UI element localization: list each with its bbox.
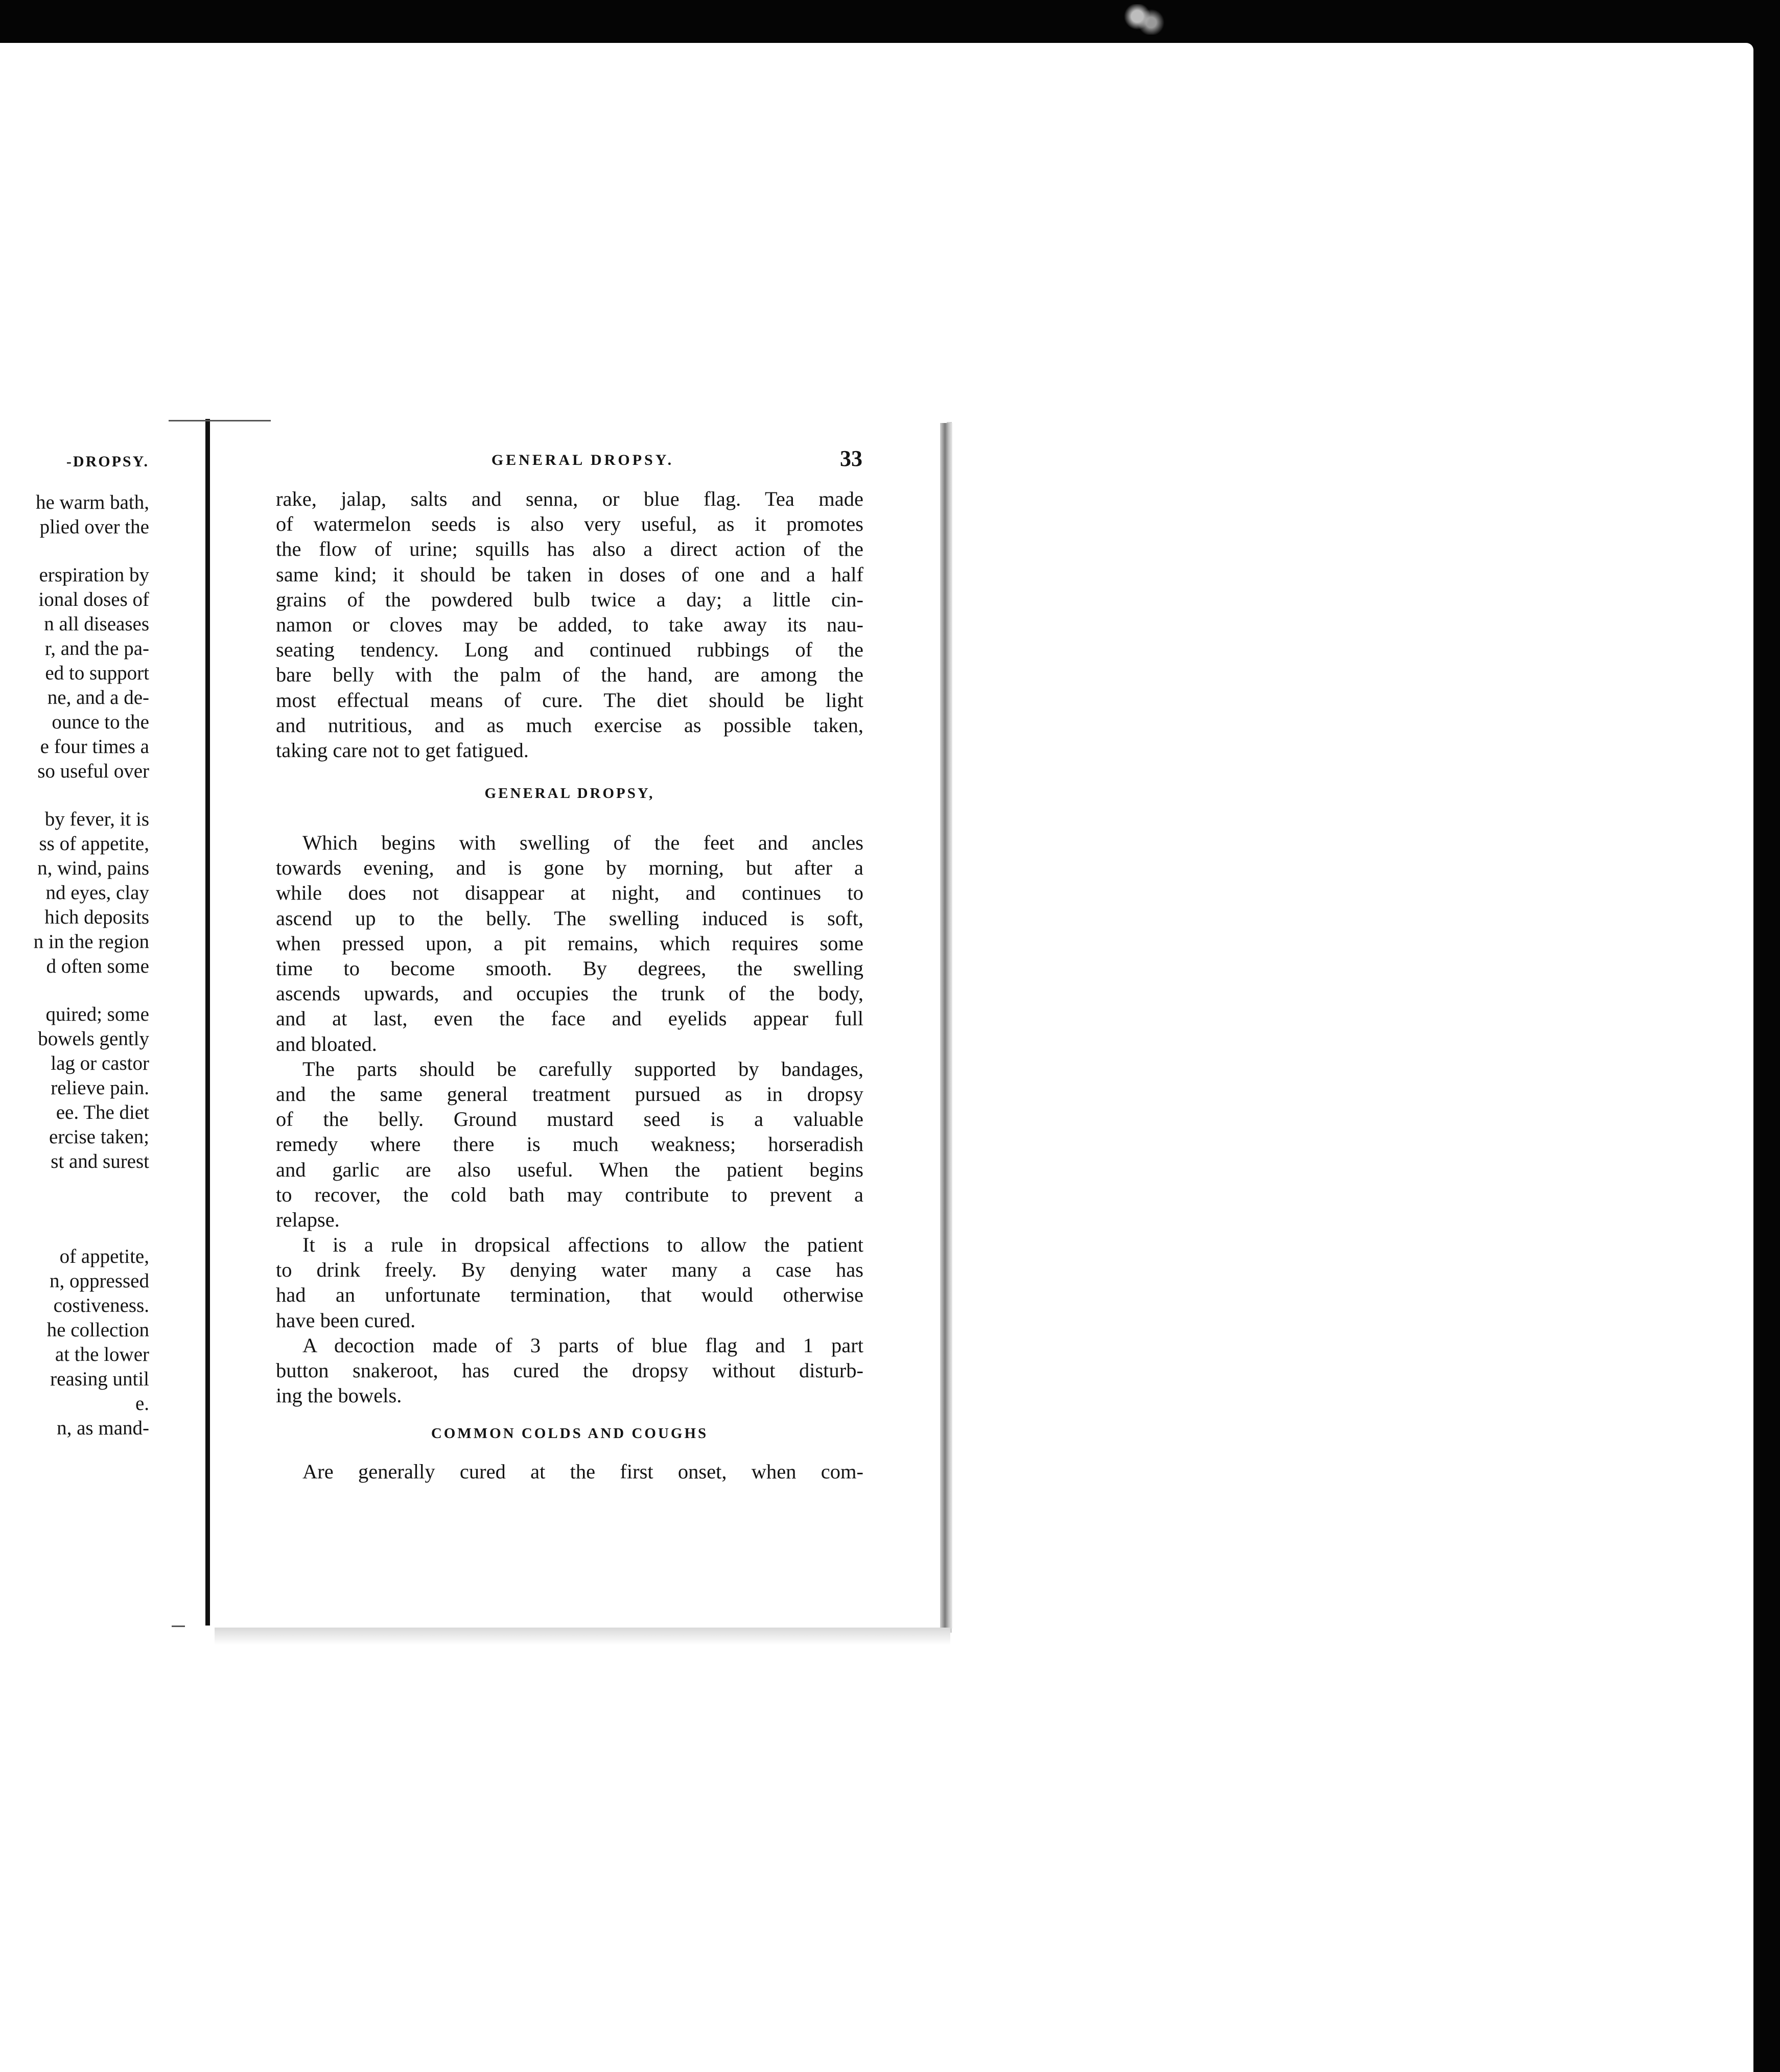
left-text-line (0, 539, 149, 563)
left-text-line: by fever, it is (44, 808, 149, 830)
text-line: of watermelon seeds is also very useful, as it promotes (276, 512, 863, 536)
page-body (276, 486, 863, 1485)
text-line: ascend up to the belly. The swelling induced is soft, (276, 906, 863, 930)
left-text-line: costiveness. (53, 1294, 149, 1316)
left-text-line: e four times a (40, 736, 149, 758)
right-page (214, 422, 952, 1633)
left-text-line (0, 784, 149, 807)
left-running-head: -DROPSY. (66, 453, 149, 470)
left-text-line: d often some (46, 955, 149, 977)
left-text-line: nd eyes, clay (45, 882, 149, 904)
text-line: It is a rule in dropsical affections to allow the patient (302, 1233, 863, 1257)
text-line: remedy where there is much weakness; horseradish (276, 1133, 863, 1156)
text-line: towards evening, and is gone by morning, but after a (276, 856, 863, 880)
text-line: rake, jalap, salts and senna, or blue flag. Tea made (276, 487, 863, 510)
text-line: to recover, the cold bath may contribute to prevent a (276, 1183, 863, 1206)
left-page-text (0, 490, 149, 1441)
text-line: and at last, even the face and eyelids appear full (276, 1007, 863, 1030)
left-text-line (0, 1221, 149, 1244)
left-text-line: plied over the (39, 516, 149, 538)
text-line: have been cured. (276, 1308, 416, 1332)
text-line: ing the bowels. (276, 1384, 402, 1407)
text-line: grains of the powdered bulb twice a day; a little cin- (276, 587, 863, 611)
left-text-line: reasing until (50, 1368, 149, 1390)
text-line: Which begins with swelling of the feet and ancles (302, 831, 863, 855)
left-text-line: ss of appetite, (39, 833, 149, 855)
text-line: time to become smooth. By degrees, the swelling (276, 957, 863, 980)
paragraph-1 (276, 486, 863, 763)
text-line: most effectual means of cure. The diet should be light (276, 688, 863, 712)
left-text-line: r, and the pa- (44, 638, 149, 660)
text-line: when pressed upon, a pit remains, which requires some (276, 931, 863, 955)
text-line: while does not disappear at night, and continues to (276, 881, 863, 905)
text-line: A decoction made of 3 parts of blue flag and 1 part (302, 1333, 863, 1357)
text-line: had an unfortunate termination, that would otherwise (276, 1283, 863, 1307)
left-text-line: e. (135, 1393, 149, 1415)
left-text-line: ional doses of (38, 588, 149, 610)
paragraph-5 (276, 1333, 863, 1408)
page-number: 33 (840, 446, 862, 471)
text-line: bare belly with the palm of the hand, are among the (276, 663, 863, 687)
left-text-line: of appetite, (59, 1245, 149, 1267)
left-text-line: ee. The diet (56, 1101, 149, 1123)
left-text-line (0, 1197, 149, 1221)
left-text-line: ne, and a de- (47, 687, 149, 709)
left-text-line: at the lower (55, 1344, 149, 1365)
left-text-line: ercise taken; (49, 1126, 149, 1148)
left-text-line: n in the region (33, 931, 149, 953)
left-text-line: n, as mand- (57, 1417, 149, 1439)
paragraph-4 (276, 1232, 863, 1333)
text-line: relapse. (276, 1208, 340, 1231)
text-line: seating tendency. Long and continued rubbings of the (276, 638, 863, 662)
left-text-line: erspiration by (39, 564, 149, 586)
text-line: Are generally cured at the first onset, when com- (302, 1460, 863, 1484)
text-line: same kind; it should be taken in doses of one and a half (276, 562, 863, 586)
page-edge-shadow (940, 423, 952, 1629)
text-line: the flow of urine; squills has also a direct action of the (276, 537, 863, 561)
text-line: and bloated. (276, 1032, 377, 1055)
section-heading-colds-coughs: COMMON COLDS AND COUGHS (431, 1425, 709, 1442)
left-text-line: n all diseases (44, 613, 149, 635)
spine-tick-top (169, 420, 271, 421)
text-line: of the belly. Ground mustard seed is a valuable (276, 1108, 863, 1131)
text-line: to drink freely. By denying water many a case has (276, 1258, 863, 1282)
text-line: and garlic are also useful. When the patient begins (276, 1158, 863, 1181)
left-text-line: n, wind, pains (37, 857, 149, 879)
text-line: button snakeroot, has cured the dropsy without disturb- (276, 1359, 863, 1382)
left-text-line: hich deposits (44, 906, 149, 928)
left-text-line: he warm bath, (35, 491, 149, 513)
left-text-line: ed to support (45, 662, 149, 684)
left-text-line: he collection (46, 1319, 149, 1341)
left-text-line: st and surest (51, 1150, 149, 1172)
left-text-line: ounce to the (52, 711, 149, 733)
left-text-line (0, 979, 149, 1002)
paragraph-2 (276, 830, 863, 1056)
page-bottom-edge (215, 1628, 950, 1645)
left-text-line: so useful over (37, 760, 149, 782)
running-head: GENERAL DROPSY. (491, 452, 674, 468)
left-text-line: relieve pain. (51, 1077, 149, 1099)
text-line: and the same general treatment pursued as in dropsy (276, 1082, 863, 1105)
text-line: namon or cloves may be added, to take away its nau- (276, 613, 863, 636)
left-text-line: n, oppressed (50, 1270, 149, 1292)
text-line: taking care not to get fatigued. (276, 738, 529, 762)
book-spine (205, 419, 210, 1626)
spine-tick-bottom (172, 1626, 185, 1627)
paragraph-3 (276, 1056, 863, 1232)
text-line: ascends upwards, and occupies the trunk of the body, (276, 982, 863, 1005)
left-text-line (0, 1174, 149, 1197)
paragraph-6 (276, 1459, 863, 1484)
text-line: The parts should be carefully supported by bandages, (302, 1057, 863, 1080)
text-line: and nutritious, and as much exercise as possible taken, (276, 713, 863, 737)
left-text-line: lag or castor (51, 1052, 149, 1074)
section-heading-general-dropsy: GENERAL DROPSY, (484, 785, 655, 802)
scan-speck (1119, 4, 1165, 35)
left-page (0, 416, 204, 1632)
left-text-line: quired; some (45, 1003, 149, 1025)
left-text-line: bowels gently (38, 1028, 149, 1050)
